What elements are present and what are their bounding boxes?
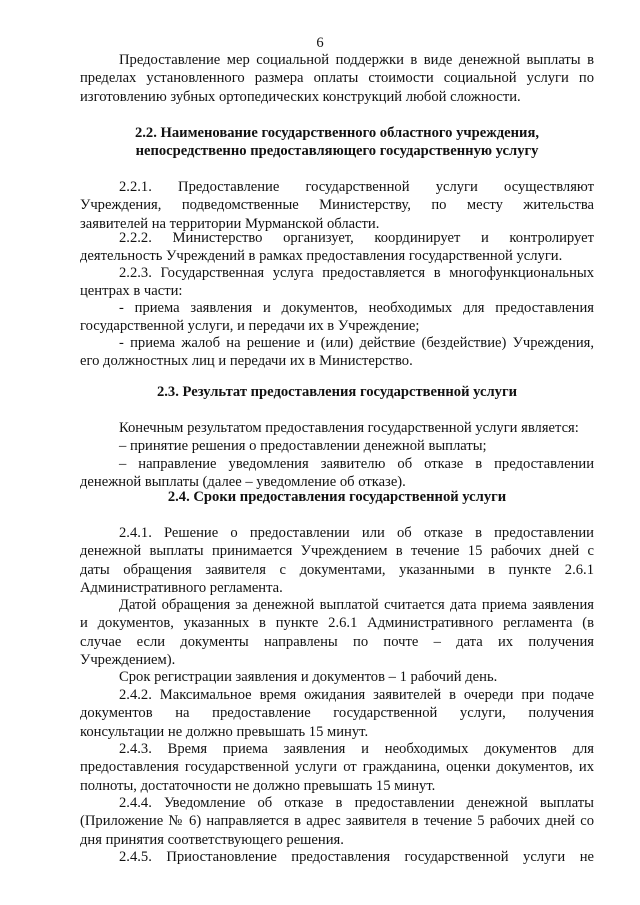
text-line: Учреждением). (80, 652, 176, 669)
section-heading-2-4 (80, 488, 594, 506)
intro-paragraph (80, 51, 594, 106)
text-line: его должностных лиц и передачи их в Министерство. (80, 353, 413, 370)
text-line: 2.2.1. Предоставление государственной услуги осуществляют (119, 179, 594, 195)
text-line: 2.4.3. Время приема заявления и необходимых документов для (119, 741, 594, 757)
text-line: изготовлению зубных ортопедических конструкций любой сложности. (80, 88, 521, 105)
text-line: 2.2.2. Министерство организует, координирует и контролирует (119, 230, 594, 246)
text-line: 2.4.2. Максимальное время ожидания заявителей в очереди при подаче (119, 687, 594, 703)
section-heading-2-3 (80, 383, 594, 401)
paragraph-2-4-5 (80, 848, 594, 866)
text-line: центрах в части: (80, 283, 183, 300)
heading-line: 2.4. Сроки предоставления государственной услуги (167, 489, 507, 505)
page-number: 6 (316, 35, 324, 51)
list-item-notification (80, 455, 594, 492)
list-item-mfc-applications (80, 299, 594, 336)
text-line: пределах установленного размера оплаты стоимости социальной услуги по (80, 70, 594, 87)
text-line: Предоставление мер социальной поддержки в виде денежной выплаты в (119, 52, 594, 68)
text-line: - приема жалоб на решение и (или) действие (бездействие) Учреждения, (119, 335, 594, 351)
text-line: консультации не должно превышать 15 минут. (80, 723, 369, 740)
text-line: - приема заявления и документов, необходимых для предоставления (119, 300, 594, 316)
paragraph-2-2-3 (80, 264, 594, 301)
text-line: документов на предоставление государственной услуги, получения (80, 705, 594, 722)
section-heading-2-2 (80, 124, 594, 161)
heading-line: 2.3. Результат предоставления государственной услуги (156, 384, 518, 400)
text-line: – принятие решения о предоставлении денежной выплаты; (119, 438, 487, 454)
text-line: государственной услуги, и передачи их в Учреждение; (80, 318, 420, 335)
text-line: случае если документы направлены по почте – дата их получения (80, 633, 594, 650)
text-line: (Приложение № 6) направляется в адрес заявителя в течение 5 рабочих дней со (80, 813, 594, 830)
paragraph-2-4-2 (80, 686, 594, 741)
text-line: денежной выплаты (далее – уведомление об отказе). (80, 474, 406, 491)
paragraph-2-3-result (80, 419, 594, 437)
paragraph-2-2-1 (80, 178, 594, 233)
text-line: даты обращения заявителя с документами, указанными в пункте 2.6.1 (80, 561, 594, 578)
list-item-mfc-complaints (80, 334, 594, 371)
paragraph-appeal-date (80, 596, 594, 670)
text-line: и документов, указанных в пункте 2.6.1 Административного регламента (в (80, 615, 594, 632)
text-line: – направление уведомления заявителю об отказе в предоставлении (119, 456, 594, 472)
list-item-decision (80, 437, 594, 455)
heading-line: 2.2. Наименование государственного областного учреждения, (134, 125, 540, 141)
text-line: Срок регистрации заявления и документов – 1 рабочий день. (119, 669, 498, 685)
text-line: предоставления государственной услуги от гражданина, оценки документов, их (80, 759, 594, 776)
paragraph-2-4-4 (80, 794, 594, 849)
text-line: деятельность Учреждений в рамках предоставления государственной услуги. (80, 248, 563, 265)
paragraph-2-2-2 (80, 229, 594, 266)
paragraph-2-4-1 (80, 524, 594, 598)
text-line: Конечным результатом предоставления государственной услуги является: (119, 420, 579, 436)
text-line: Учреждения, подведомственные Министерству, по месту жительства (80, 197, 594, 214)
text-line: 2.4.5. Приостановление предоставления государственной услуги не (119, 849, 594, 865)
text-line: 2.4.4. Уведомление об отказе в предоставлении денежной выплаты (119, 795, 594, 811)
heading-line: непосредственно предоставляющего государственную услугу (135, 143, 539, 160)
text-line: денежной выплаты принимается Учреждением в течение 15 рабочих дней с (80, 543, 594, 560)
text-line: заявителей на территории Мурманской области. (80, 215, 380, 232)
paragraph-registration-term (80, 668, 594, 686)
text-line: 2.2.3. Государственная услуга предоставляется в многофункциональных (119, 265, 594, 281)
text-line: полноты, достаточности не должно превышать 15 минут. (80, 777, 436, 794)
paragraph-2-4-3 (80, 740, 594, 795)
text-line: Административного регламента. (80, 580, 283, 597)
text-line: 2.4.1. Решение о предоставлении или об отказе в предоставлении (119, 525, 594, 541)
text-line: дня принятия соответствующего решения. (80, 831, 344, 848)
text-line: Датой обращения за денежной выплатой считается дата приема заявления (119, 597, 594, 613)
